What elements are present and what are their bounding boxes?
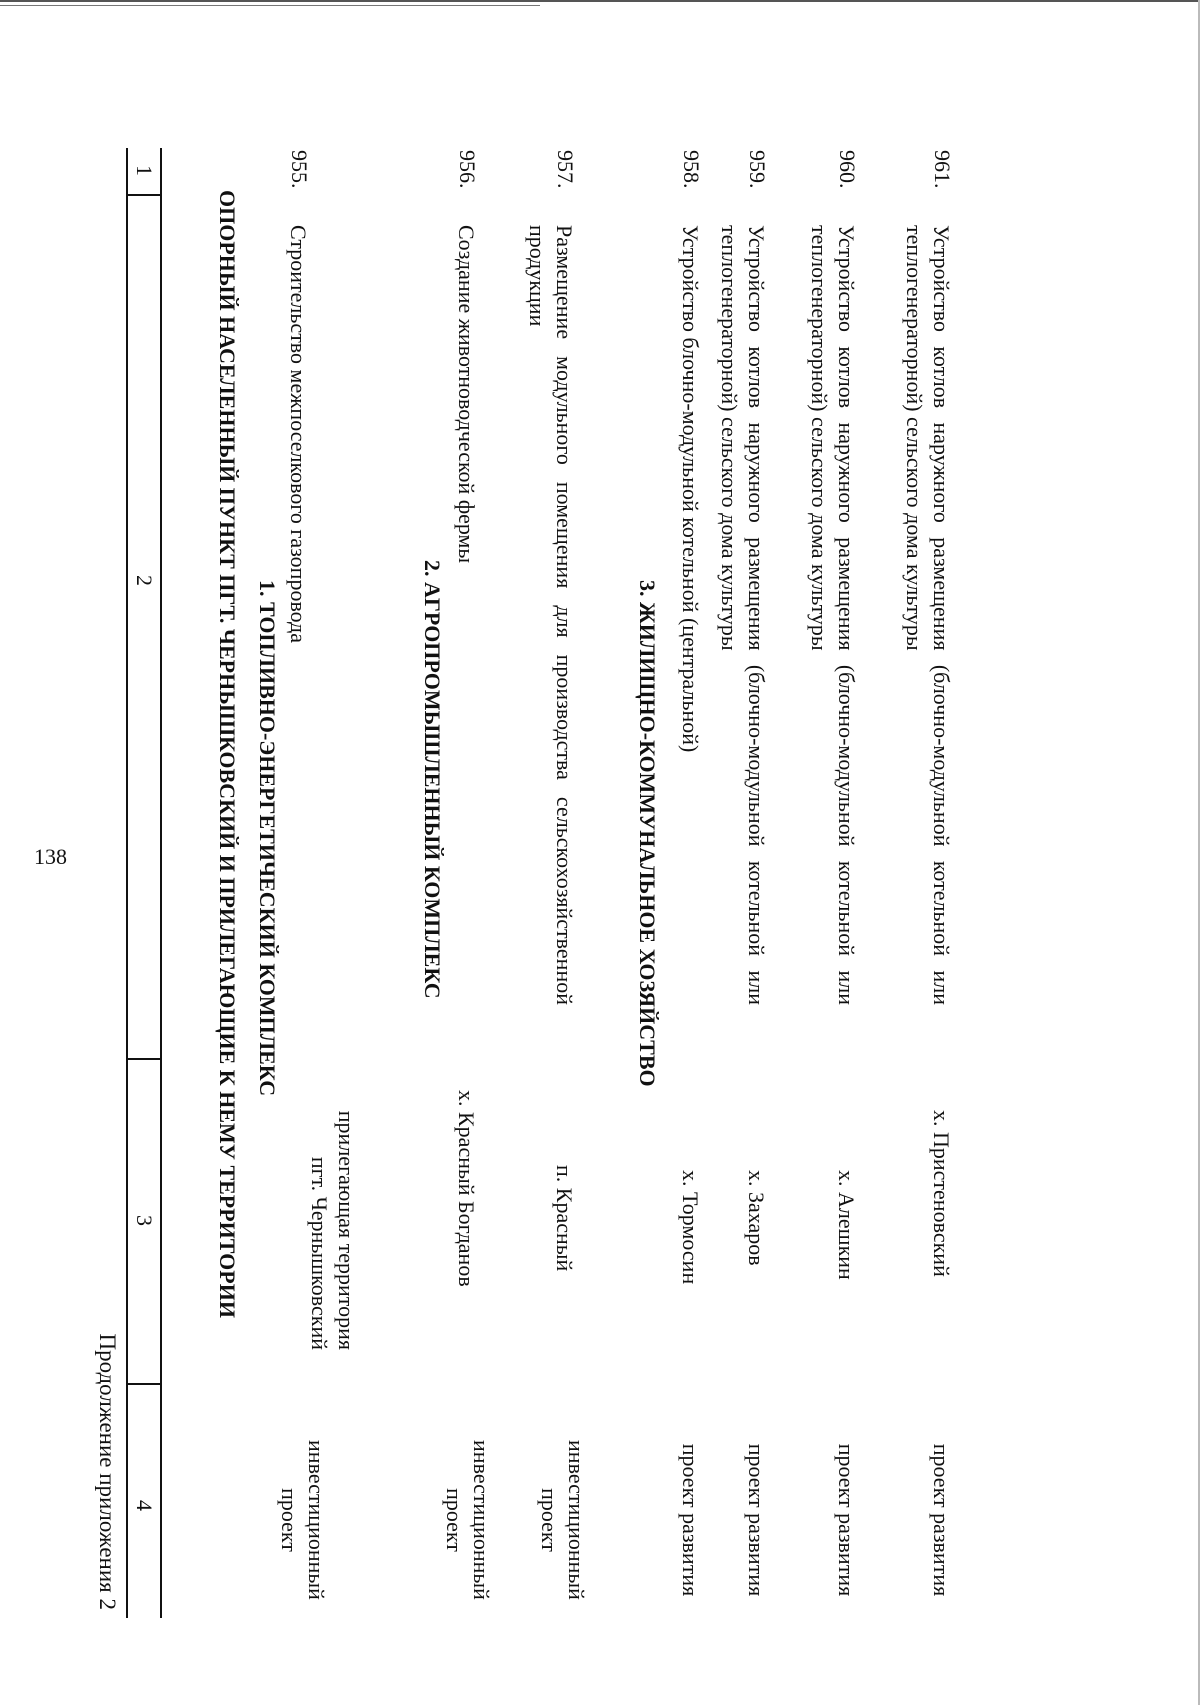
row-location: х. Захаров [744, 1170, 769, 1266]
row-description: Строительство межпоселкового газопровода [286, 225, 311, 643]
row-number: 961. [930, 150, 955, 189]
row-number: 955. [287, 150, 312, 189]
continuation-label: Продолжение приложения 2 [95, 1333, 120, 1610]
row-description: Создание животноводческой фермы [454, 225, 479, 564]
row-location: прилегающая территория пгт. Чернышковский [307, 1110, 359, 1350]
row-type: проект развития [834, 1443, 859, 1597]
column-header-3: 3 [132, 1215, 157, 1226]
column-divider [126, 1383, 162, 1385]
section-title: 3. ЖИЛИЩНО-КОММУНАЛЬНОЕ ХОЗЯЙСТВО [635, 580, 660, 1087]
row-type: проект развития [744, 1443, 769, 1597]
section-title: 1. ТОПЛИВНО-ЭНЕРГЕТИЧЕСКИЙ КОМПЛЕКС [255, 580, 280, 1097]
row-number: 958. [679, 150, 704, 189]
row-description: Размещение модульного помещения для производства сельскохозяйственной продукции [525, 225, 577, 1005]
column-header-2: 2 [132, 575, 157, 586]
row-number: 960. [835, 150, 860, 189]
row-location: х. Красный Богданов [454, 1090, 479, 1287]
column-header-4: 4 [132, 1500, 157, 1511]
row-type: инвестиционный проект [442, 1440, 494, 1600]
row-description: Устройство котлов наружного размещения (блочно-модульной котельной или теплогенераторной) сельского дома культуры [902, 225, 954, 1005]
table-header-bottom-line [160, 148, 162, 1618]
row-description: Устройство котлов наружного размещения (блочно-модульной котельной или теплогенераторной) сельского дома культуры [717, 225, 769, 1005]
row-type: инвестиционный проект [277, 1440, 329, 1600]
row-number: 957. [553, 150, 578, 189]
row-type: проект развития [678, 1443, 703, 1597]
row-location: х. Алешкин [834, 1170, 859, 1280]
main-heading: ОПОРНЫЙ НАСЕЛЕННЫЙ ПУНКТ ПГТ. ЧЕРНЫШКОВСКИЙ И ПРИЛЕГАЮЩИЕ К НЕМУ ТЕРРИТОРИИ [215, 190, 240, 1318]
row-type: инвестиционный проект [537, 1440, 589, 1600]
column-header-1: 1 [132, 165, 157, 176]
column-divider [126, 1058, 162, 1060]
row-location: п. Красный [552, 1165, 577, 1272]
row-number: 956. [455, 150, 480, 189]
row-type: проект развития [929, 1443, 954, 1597]
row-location: х. Пристеновский [929, 1110, 954, 1277]
row-description: Устройство котлов наружного размещения (блочно-модульной котельной или теплогенераторной) сельского дома культуры [807, 225, 859, 1005]
section-title: 2. АГРОПРОМЫШЛЕННЫЙ КОМПЛЕКС [420, 560, 445, 999]
page-number: 138 [34, 844, 67, 869]
row-location: х. Тормосин [678, 1170, 703, 1285]
row-description: Устройство блочно-модульной котельной (центральной) [678, 225, 703, 753]
table-header-top-line [126, 148, 128, 1618]
row-number: 959. [745, 150, 770, 189]
column-divider [126, 194, 162, 196]
